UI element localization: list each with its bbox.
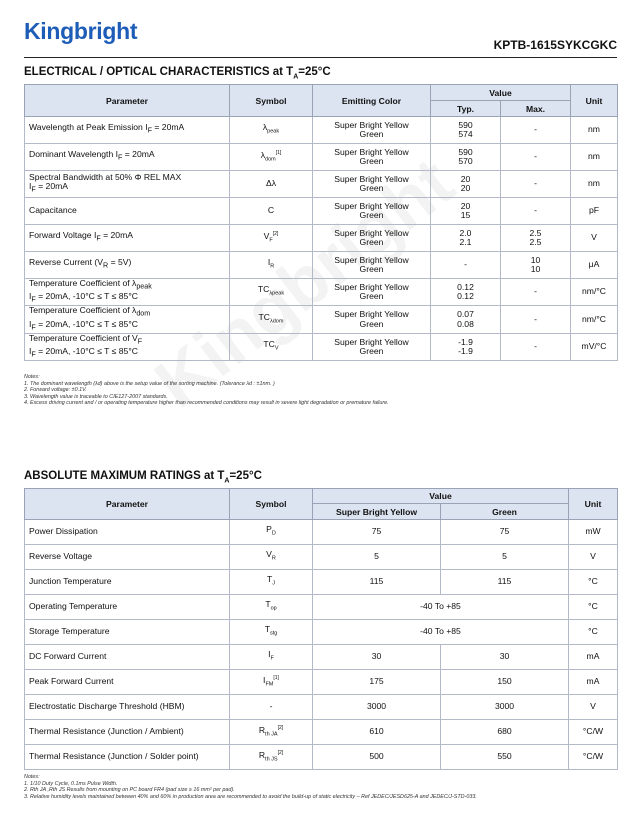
symbol-text: I [267,256,271,267]
symbol-text: λ [262,121,268,132]
table-row [25,645,618,670]
parameter-sub: F [118,154,123,163]
color-line: Green [359,183,384,193]
table-row [25,695,618,720]
green-value-cell: 680 [441,720,569,745]
table-row [25,306,618,333]
yellow-value-cell: 610 [313,720,441,745]
parameter-sub: F [31,295,36,304]
parameter-cell: Operating Temperature [25,595,230,620]
color-line: Green [359,291,384,302]
typ-cell [431,252,501,279]
max-cell [501,279,571,306]
green-value-cell: 30 [441,645,569,670]
symbol-sub: R [270,263,275,270]
max-cell [501,171,571,198]
color-line: Super Bright Yellow [334,200,409,211]
yellow-value-cell: 5 [313,545,441,570]
typ-cell [431,198,501,225]
symbol-cell [230,117,313,144]
absolute-section-title [24,470,262,484]
color-line: Green [359,264,384,274]
emitting-color-cell [313,117,431,144]
symbol-sub: FM [265,681,274,688]
table-row [25,520,618,545]
color-line: Green [359,237,384,247]
green-value-cell: 150 [441,670,569,695]
typ-cell [431,306,501,333]
parameter-sub: F [31,185,36,194]
parameter-cell [25,225,230,252]
parameter-text: = 20mA, -10°C ≤ T ≤ 85°C [35,346,138,357]
parameter-cell [25,171,230,198]
parameter-cell: Thermal Resistance (Junction / Solder point) [25,745,230,770]
symbol-text: V [263,230,270,241]
table-row [25,198,618,225]
note-line: 1. 1/10 Duty Cycle, 0.1ms Pulse Width. [24,780,118,787]
electrical-section-title [24,66,331,80]
symbol-sup: [2] [277,749,284,756]
yellow-value-cell: 500 [313,745,441,770]
brand-logo: Kingbright [24,18,138,44]
symbol-sub: λdom [270,318,284,325]
symbol-cell [230,171,313,198]
symbol-sub: λpeak [269,290,285,297]
typ-cell [431,117,501,144]
unit-cell: V [569,695,618,720]
emitting-color-cell [313,171,431,198]
symbol-cell [230,670,313,695]
color-line: Super Bright Yellow [334,119,409,130]
col-value: Value [313,489,569,504]
symbol-sub: D [271,530,276,537]
max-cell [501,252,571,279]
parameter-text: Capacitance [29,205,77,216]
max-cell [501,117,571,144]
symbol-sub: th JA [265,731,278,738]
parameter-text: I [29,318,32,329]
parameter-text: Temperature Coefficient of λ [29,278,137,288]
parameter-text: = 20mA [152,122,185,133]
parameter-line [29,150,225,163]
value-line: 0.12 [457,281,474,292]
symbol-cell [230,645,313,670]
value-line: 20 [460,200,471,211]
parameter-cell: Storage Temperature [25,620,230,645]
symbol-sub: op [270,605,277,612]
table-row [25,745,618,770]
symbol-cell [230,520,313,545]
unit-cell: mA [569,645,618,670]
symbol-sub: peak [267,128,280,135]
col-max: Max. [501,101,571,117]
color-line: Super Bright Yellow [334,173,409,184]
absolute-title-post: =25°C [229,470,262,482]
symbol-text: V [266,548,272,559]
symbol-text: λ [260,149,266,160]
parameter-line [29,182,225,195]
merged-value-cell: -40 To +85 [313,595,569,620]
value-line: - [534,313,537,324]
col-typ: Typ. [431,101,501,117]
unit-cell: μA [571,252,618,279]
parameter-sub: F [31,323,36,332]
value-line: 570 [458,156,473,166]
typ-cell [431,171,501,198]
symbol-sup: [2] [277,724,284,731]
symbol-cell [230,570,313,595]
table-row [25,595,618,620]
symbol-cell [230,595,313,620]
green-value-cell: 5 [441,545,569,570]
electrical-table [24,84,618,361]
max-cell [501,198,571,225]
table-row [25,117,618,144]
parameter-cell: Reverse Voltage [25,545,230,570]
value-line: - [534,178,537,189]
absolute-table [24,488,618,770]
value-line: - [534,124,537,135]
table-row [25,670,618,695]
parameter-text: Spectral Bandwidth at 50% Φ REL MAX [29,171,182,182]
parameter-cell: Electrostatic Discharge Threshold (HBM) [25,695,230,720]
yellow-value-cell: 30 [313,645,441,670]
parameter-text: = 20mA [35,181,69,192]
symbol-text: - [269,701,273,712]
parameter-cell: Thermal Resistance (Junction / Ambient) [25,720,230,745]
green-value-cell: 3000 [441,695,569,720]
symbol-text: TC [258,311,270,322]
parameter-text: I [29,346,32,357]
symbol-text: TC [257,284,270,295]
note-line: 2. Forward voltage: ±0.1V. [24,387,87,394]
value-line: 20 [460,173,471,184]
unit-cell: °C [569,595,618,620]
value-line: 2.5 [529,237,542,247]
parameter-cell: Junction Temperature [25,570,230,595]
color-line: Green [359,346,384,357]
note-line: Notes: [24,774,40,780]
value-line: 2.1 [459,237,472,247]
parameter-line [29,347,225,360]
unit-cell: V [571,225,618,252]
parameter-text: I [29,291,32,302]
col-unit: Unit [569,489,618,520]
parameter-text: = 20mA [100,230,133,241]
value-line: 2.5 [529,227,542,238]
value-line: - [464,259,467,270]
absolute-title-text: ABSOLUTE MAXIMUM RATINGS at T [24,470,225,482]
electrical-title-post: =25°C [298,66,331,78]
parameter-line [29,231,225,244]
note-line: Notes: [24,374,40,380]
absolute-notes [24,774,477,800]
symbol-text: I [263,674,266,685]
symbol-text: P [266,523,272,534]
value-line: -1.9 [458,336,473,347]
typ-cell [431,225,501,252]
parameter-text: Reverse Current (V [29,257,104,268]
yellow-value-cell: 115 [313,570,441,595]
symbol-text: T [265,598,271,609]
col-green: Green [441,504,569,520]
table-row [25,171,618,198]
value-line: - [534,286,537,297]
symbol-text: R [258,749,266,760]
unit-cell: V [569,545,618,570]
symbol-text: Δλ [265,178,277,189]
yellow-value-cell: 175 [313,670,441,695]
parameter-text: I [29,181,32,192]
parameter-text: = 20mA [122,149,155,160]
parameter-text: Temperature Coefficient of λ [29,305,137,316]
note-line: 4. Excess driving current and / or operating temperature higher than recommended conditions may result in severe light degradation or premature failure. [24,400,389,407]
absolute-title-sub: A [224,477,230,485]
typ-cell [431,144,501,171]
col-super-bright-yellow: Super Bright Yellow [313,504,441,520]
symbol-sub: stg [269,630,278,637]
symbol-sup: [1] [273,674,279,681]
table-row [25,545,618,570]
col-symbol: Symbol [230,489,313,520]
symbol-sub: F [270,655,274,662]
symbol-cell [230,620,313,645]
parameter-line [29,258,225,271]
unit-cell: nm/°C [571,279,618,306]
green-value-cell: 550 [441,745,569,770]
table-row [25,144,618,171]
symbol-text: C [267,205,275,216]
color-line: Green [359,318,384,329]
col-value: Value [431,85,571,101]
color-line: Green [359,129,384,139]
value-line: - [534,341,537,352]
max-cell [501,333,571,360]
value-line: - [534,151,537,162]
parameter-cell: Peak Forward Current [25,670,230,695]
table-row [25,225,618,252]
parameter-sub: F [31,350,36,359]
symbol-cell [230,545,313,570]
symbol-text: T [264,623,270,634]
color-line: Super Bright Yellow [334,227,409,238]
parameter-text: = 5V) [108,257,132,268]
parameter-text: Forward Voltage I [29,230,97,241]
emitting-color-cell [313,279,431,306]
parameter-cell [25,306,230,333]
symbol-sub: J [272,580,275,587]
value-line: 10 [530,264,541,274]
value-line: 574 [458,129,473,139]
col-parameter: Parameter [25,489,230,520]
unit-cell: mW [569,520,618,545]
parameter-cell [25,333,230,360]
table-row [25,720,618,745]
symbol-sub: F [269,237,273,244]
value-line: -1.9 [458,346,473,357]
symbol-cell [230,333,313,360]
unit-cell: °C/W [569,745,618,770]
symbol-sup: [2] [272,230,279,237]
color-line: Super Bright Yellow [334,309,409,320]
parameter-sub: F [96,235,101,244]
symbol-text: T [267,573,273,584]
yellow-value-cell: 75 [313,520,441,545]
emitting-color-cell [313,198,431,225]
unit-cell: mV/°C [571,333,618,360]
col-emitting-color: Emitting Color [313,85,431,117]
green-value-cell: 115 [441,570,569,595]
symbol-cell [230,745,313,770]
symbol-cell [230,695,313,720]
symbol-sub: V [274,345,279,352]
parameter-cell: DC Forward Current [25,645,230,670]
typ-cell [431,333,501,360]
value-line: 0.07 [457,309,474,320]
table-row [25,333,618,360]
symbol-text: I [268,648,271,659]
parameter-text: Dominant Wavelength I [29,149,119,160]
parameter-text: = 20mA, -10°C ≤ T ≤ 85°C [35,318,138,329]
parameter-cell: Power Dissipation [25,520,230,545]
value-line: 10 [530,254,541,265]
symbol-cell [230,198,313,225]
table-row [25,620,618,645]
unit-cell: °C/W [569,720,618,745]
parameter-line [29,123,225,136]
symbol-sub: dom [265,156,276,163]
yellow-value-cell: 3000 [313,695,441,720]
color-line: Super Bright Yellow [334,336,409,347]
parameter-cell [25,198,230,225]
value-line: - [534,205,537,216]
unit-cell: pF [571,198,618,225]
merged-value-cell: -40 To +85 [313,620,569,645]
parameter-line [29,320,225,333]
symbol-sub: th JS [265,756,278,763]
symbol-sub: R [271,555,276,562]
value-line: 590 [458,146,473,157]
note-line: 2. Rth JA ,Rth JS Results from mounting on PC board FR4 (pad size ≥ 16 mm² per pad). [24,787,235,794]
table-row [25,279,618,306]
parameter-sub: F [147,127,152,136]
symbol-cell [230,720,313,745]
symbol-cell [230,225,313,252]
color-line: Super Bright Yellow [334,146,409,157]
value-line: 20 [460,183,471,193]
parameter-line [29,292,225,305]
col-parameter: Parameter [25,85,230,117]
typ-cell [431,279,501,306]
symbol-cell [230,252,313,279]
parameter-sub: peak [136,282,152,291]
unit-cell: °C [569,620,618,645]
color-line: Super Bright Yellow [334,281,409,292]
note-line: 3. Relative humidity levels maintained between 40% and 60% in production area are recommended to avoid the build-up of static electricity – Ref JEDEC/JESD625-A and JEDEC/J-STD-033. [24,793,477,800]
unit-cell: nm [571,117,618,144]
max-cell [501,306,571,333]
parameter-cell [25,252,230,279]
symbol-cell [230,144,313,171]
max-cell [501,225,571,252]
note-line: 3. Wavelength value is traceable to CIE127-2007 standards. [24,393,168,400]
max-cell [501,144,571,171]
unit-cell: nm [571,144,618,171]
value-line: 0.08 [457,318,474,329]
electrical-title-sub: A [293,73,299,81]
green-value-cell: 75 [441,520,569,545]
col-symbol: Symbol [230,85,313,117]
symbol-cell [230,306,313,333]
symbol-text: R [258,724,266,735]
symbol-cell [230,279,313,306]
color-line: Green [359,210,384,220]
symbol-text: TC [263,338,275,349]
note-line: 1. The dominant wavelength (λd) above is the setup value of the sorting machine. (Tolerance λd : ±1nm. ) [24,380,275,387]
parameter-sub: F [137,337,143,346]
table-row [25,570,618,595]
value-line: 0.12 [457,291,474,302]
parameter-sub: R [103,262,109,271]
unit-cell: nm/°C [571,306,618,333]
unit-cell: nm [571,171,618,198]
unit-cell: °C [569,570,618,595]
parameter-text: Wavelength at Peak Emission I [29,122,148,133]
value-line: 590 [458,119,473,130]
color-line: Green [359,156,384,166]
parameter-cell [25,144,230,171]
emitting-color-cell [313,144,431,171]
electrical-notes [24,374,389,407]
parameter-cell [25,117,230,144]
col-unit: Unit [571,85,618,117]
parameter-sub: dom [136,310,151,319]
value-line: 15 [460,210,471,220]
part-number: KPTB-1615SYKCGKC [493,38,617,52]
parameter-cell [25,279,230,306]
symbol-sup: [1] [275,149,282,156]
emitting-color-cell [313,252,431,279]
color-line: Super Bright Yellow [334,254,409,265]
electrical-title-text: ELECTRICAL / OPTICAL CHARACTERISTICS at T [24,66,294,78]
emitting-color-cell [313,225,431,252]
unit-cell: mA [569,670,618,695]
emitting-color-cell [313,306,431,333]
header-divider [24,57,617,58]
parameter-text: = 20mA, -10°C ≤ T ≤ 85°C [35,291,138,302]
emitting-color-cell [313,333,431,360]
value-line: 2.0 [459,227,472,238]
parameter-text: Temperature Coefficient of V [29,332,138,343]
parameter-line [29,206,225,216]
table-row [25,252,618,279]
